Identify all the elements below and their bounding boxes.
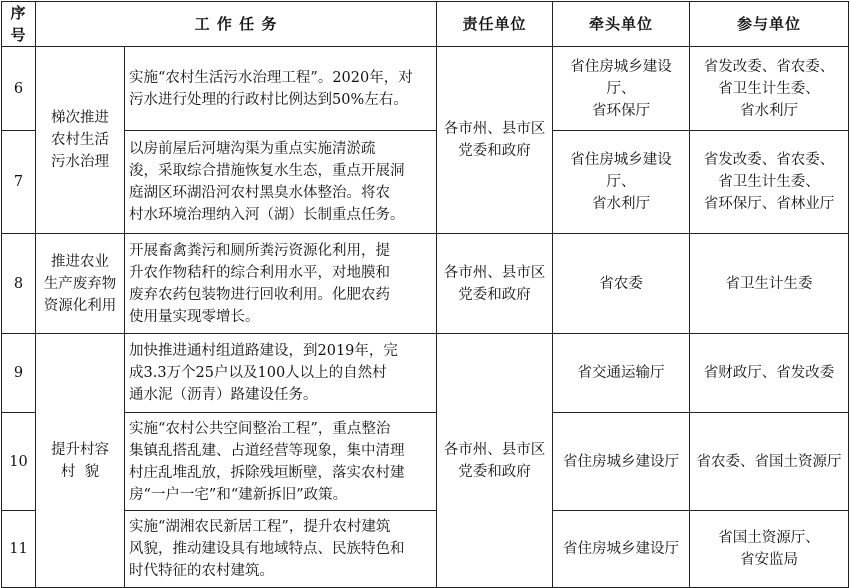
table-row [2, 47, 849, 131]
category-sewage: 梯次推进 农村生活 污水治理 [36, 47, 125, 234]
lead-cell: 省农委 [553, 234, 690, 334]
responsible-cell: 各市州、县市区 党委和政府 [437, 334, 553, 588]
category-agri-waste: 推进农业 生产废弃物 资源化利用 [36, 234, 125, 334]
lead-cell: 省交通运输厅 [553, 334, 690, 413]
participants-cell: 省财政厅、省发改委 [690, 334, 849, 413]
lead-cell: 省住房城乡建设厅、 省水利厅 [553, 131, 690, 234]
participants-cell: 省国土资源厅、 省安监局 [690, 511, 849, 588]
task-cell: 实施“农村公共空间整治工程”，重点整治 集镇乱搭乱建、占道经营等现象，集中清理 村庄乱堆乱放，拆除残垣断壁，落实农村建 房“一户一宅”和“建新拆旧”政策。 [125, 413, 437, 511]
category-village-appearance: 提升村容 村 貌 [36, 334, 125, 588]
lead-cell: 省住房城乡建设厅、 省环保厅 [553, 47, 690, 131]
header-task: 工 作 任 务 [36, 2, 437, 47]
table-row [2, 334, 849, 413]
row-number: 10 [2, 413, 36, 511]
table-row [2, 234, 849, 334]
row-number: 8 [2, 234, 36, 334]
row-number: 9 [2, 334, 36, 413]
row-number: 6 [2, 47, 36, 131]
participants-cell: 省发改委、省农委、 省卫生计生委、 省水利厅 [690, 47, 849, 131]
participants-cell: 省发改委、省农委、 省卫生计生委、 省环保厅、省林业厅 [690, 131, 849, 234]
table-row [2, 413, 849, 511]
participants-cell: 省农委、省国土资源厅 [690, 413, 849, 511]
header-lead: 牵头单位 [553, 2, 690, 47]
table-row [2, 511, 849, 588]
task-cell: 实施“农村生活污水治理工程”。2020年，对 污水进行处理的行政村比例达到50%左右。 [125, 47, 437, 131]
responsible-cell: 各市州、县市区 党委和政府 [437, 234, 553, 334]
header-responsible: 责任单位 [437, 2, 553, 47]
task-cell: 以房前屋后河塘沟渠为重点实施清淤疏 浚，采取综合措施恢复水生态，重点开展洞 庭湖区环湖沿河农村黑臭水体整治。将农 村水环境治理纳入河（湖）长制重点任务。 [125, 131, 437, 234]
row-number: 7 [2, 131, 36, 234]
lead-cell: 省住房城乡建设厅 [553, 511, 690, 588]
task-cell: 开展畜禽粪污和厕所粪污资源化利用，提 升农作物秸秆的综合利用水平，对地膜和 废弃农药包装物进行回收利用。化肥农药 使用量实现零增长。 [125, 234, 437, 334]
table-row [2, 131, 849, 234]
header-participants: 参与单位 [690, 2, 849, 47]
header-seq: 序 号 [2, 2, 36, 47]
row-number: 11 [2, 511, 36, 588]
task-cell: 实施“湖湘农民新居工程”，提升农村建筑 风貌，推动建设具有地域特点、民族特色和 时代特征的农村建筑。 [125, 511, 437, 588]
work-task-table [1, 1, 849, 588]
table-header-row [2, 2, 849, 47]
participants-cell: 省卫生计生委 [690, 234, 849, 334]
task-cell: 加快推进通村组道路建设，到2019年，完 成3.3万个25户以及100人以上的自然村 通水泥（沥青）路建设任务。 [125, 334, 437, 413]
lead-cell: 省住房城乡建设厅 [553, 413, 690, 511]
responsible-cell: 各市州、县市区 党委和政府 [437, 47, 553, 234]
